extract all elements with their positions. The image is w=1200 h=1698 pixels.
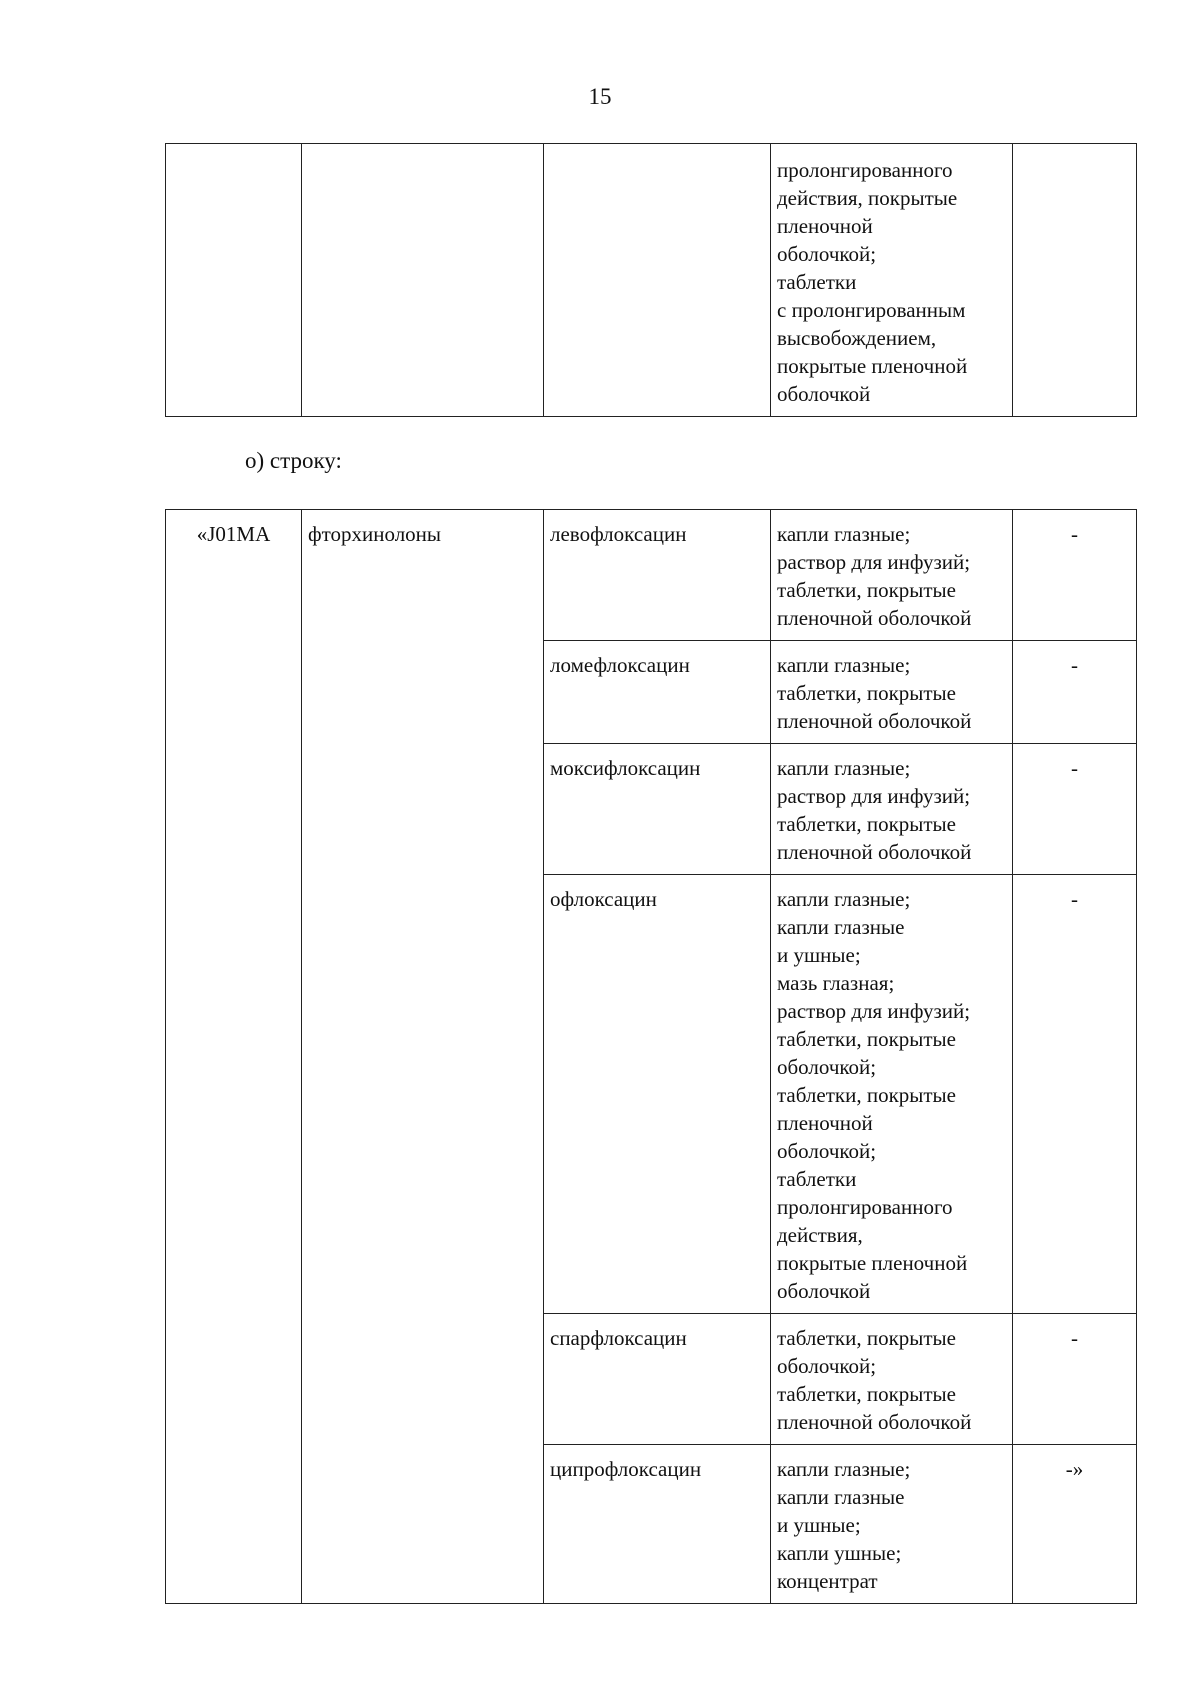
dosage-forms-cell: капли глазные; раствор для инфузий; таблетки, покрытые пленочной оболочкой (771, 744, 1013, 875)
atc-code-cell (166, 144, 302, 417)
note-cell: - (1013, 875, 1137, 1314)
substance-cell: спарфлоксацин (544, 1314, 771, 1445)
substance-cell: моксифлоксацин (544, 744, 771, 875)
substance-cell (544, 144, 771, 417)
substance-cell: ломефлоксацин (544, 641, 771, 744)
note-cell: - (1013, 744, 1137, 875)
note-cell: - (1013, 1314, 1137, 1445)
dosage-forms-cell: капли глазные; таблетки, покрытые пленочной оболочкой (771, 641, 1013, 744)
table-row (166, 144, 1137, 417)
continued-table (165, 143, 1137, 417)
atc-code-cell: «J01MA (166, 510, 302, 1604)
section-heading: о) строку: (245, 448, 342, 473)
replacement-table (165, 509, 1137, 1604)
dosage-forms-cell: капли глазные; капли глазные и ушные; мазь глазная; раствор для инфузий; таблетки, покрытые оболочкой; таблетки, покрытые пленочной оболочкой; таблетки пролонгированного действия, покрытые пленочной оболочкой (771, 875, 1013, 1314)
note-cell: - (1013, 641, 1137, 744)
note-cell (1013, 144, 1137, 417)
substance-cell: офлоксацин (544, 875, 771, 1314)
dosage-forms-cell: пролонгированного действия, покрытые пленочной оболочкой; таблетки с пролонгированным высвобождением, покрытые пленочной оболочкой (771, 144, 1013, 417)
dosage-forms-cell: капли глазные; капли глазные и ушные; капли ушные; концентрат (771, 1445, 1013, 1604)
page-number: 15 (588, 84, 612, 109)
substance-cell: левофлоксацин (544, 510, 771, 641)
substance-cell: ципрофлоксацин (544, 1445, 771, 1604)
note-cell: -» (1013, 1445, 1137, 1604)
group-cell: фторхинолоны (302, 510, 544, 1604)
group-cell (302, 144, 544, 417)
dosage-forms-cell: таблетки, покрытые оболочкой; таблетки, покрытые пленочной оболочкой (771, 1314, 1013, 1445)
dosage-forms-cell: капли глазные; раствор для инфузий; таблетки, покрытые пленочной оболочкой (771, 510, 1013, 641)
note-cell: - (1013, 510, 1137, 641)
table-row (166, 510, 1137, 641)
